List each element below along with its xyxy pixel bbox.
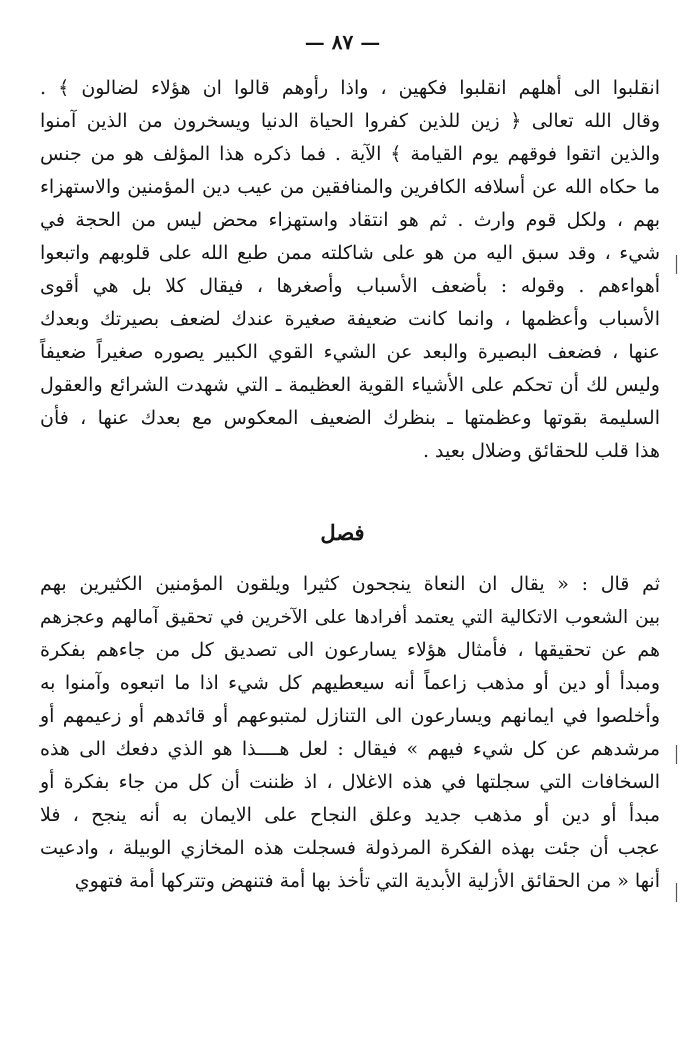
text-line: وليس لك أن تحكم على الأشياء القوية العظيمة ـ التي شهدت الشرائع والعقول bbox=[40, 374, 660, 396]
text-line: وقال الله تعالى ﴿ زين للذين كفروا الحياة الدنيا ويسخرون من الذين آمنوا bbox=[40, 110, 660, 132]
text-line: السليمة بقوتها وعظمتها ـ بنظرك الضعيف المعكوس مع بعدك عنها ، فأن bbox=[40, 407, 660, 429]
text-line: شيء ، وقد سبق اليه من هو على شاكلته ممن طبع الله على قلوبهم واتبعوا bbox=[40, 242, 660, 264]
text-line: هم عن تحقيقها ، فأمثال هؤلاء يسارعون الى تصديق كل من جاءهم بفكرة bbox=[40, 639, 660, 661]
text-line: هذا قلب للحقائق وضلال بعيد . bbox=[422, 440, 660, 462]
text-line: مبدأ أو دين أو مذهب جديد وعلق النجاح على الايمان به أنه ينجح ، فلا bbox=[40, 804, 660, 826]
text-line: أهواءهم . وقوله : بأضعف الأسباب وأصغرها ، فيقال كلا بل هي أقوى bbox=[40, 275, 660, 297]
paragraph-2 bbox=[40, 568, 660, 898]
text-line: ومبدأ أو دين أو مذهب زاعماً أنه سيعطيهم كل شيء اذا ما اتبعوه وآمنوا به bbox=[40, 672, 660, 694]
text-line: وأخلصوا في ايمانهم ويسارعون الى التنازل لمتبوعهم أو قائدهم أو زعيمهم أو bbox=[40, 705, 660, 727]
text-line: ثم قال : « يقال ان النعاة ينجحون كثيرا ويلقون المؤمنين الكثيرين بهم bbox=[40, 573, 660, 595]
margin-mark-icon: ׀ bbox=[672, 746, 682, 765]
text-line: أنها « من الحقائق الأزلية الأبدية التي تأخذ بها أمة فتنهض وتتركها أمة فتهوي bbox=[74, 870, 660, 892]
text-line: والذين اتقوا فوقهم يوم القيامة ﴾ الآية . فما ذكره هذا المؤلف هو من جنس bbox=[40, 143, 660, 165]
text-line: عجب أن جئت بهذه الفكرة المرذولة فسجلت هذه المخازي الوبيلة ، وادعيت bbox=[40, 837, 660, 859]
text-line: انقلبوا الى أهلهم انقلبوا فكهين ، واذا رأوهم قالوا ان هؤلاء لضالون ﴾ . bbox=[40, 77, 660, 99]
paragraph-1 bbox=[40, 72, 660, 468]
page-number: — ٨٧ — bbox=[304, 30, 381, 54]
text-line: الأسباب وأعظمها ، وانما كانت ضعيفة صغيرة عندك لضعف بصيرتك وبعدك bbox=[40, 308, 660, 330]
margin-mark-icon: ׀ bbox=[672, 256, 682, 275]
text-line: بين الشعوب الاتكالية التي يعتمد أفرادها على الآخرين في تحقيق آمالهم وعجزهم bbox=[40, 607, 660, 628]
text-line: عنها ، فضعف البصيرة والبعد عن الشيء القوي الكبير يصوره صغيراً ضعيفاً bbox=[40, 341, 660, 363]
margin-mark-icon: ׀ bbox=[672, 884, 682, 903]
text-line: مرشدهم عن كل شيء فيهم » فيقال : لعل هــــذا هو الذي دفعك الى هذه bbox=[40, 738, 660, 760]
text-line: ما حكاه الله عن أسلافه الكافرين والمنافقين من عيب دين المؤمنين والاستهزاء bbox=[40, 176, 660, 198]
section-heading: فصل bbox=[320, 520, 365, 545]
text-line: السخافات التي سجلتها في هذه الاغلال ، اذ ظننت أن كل من جاء بفكرة أو bbox=[40, 771, 660, 793]
text-line: بهم ، ولكل قوم وارث . ثم هو انتقاد واستهزاء محض ليس من الحجة في bbox=[40, 209, 660, 231]
